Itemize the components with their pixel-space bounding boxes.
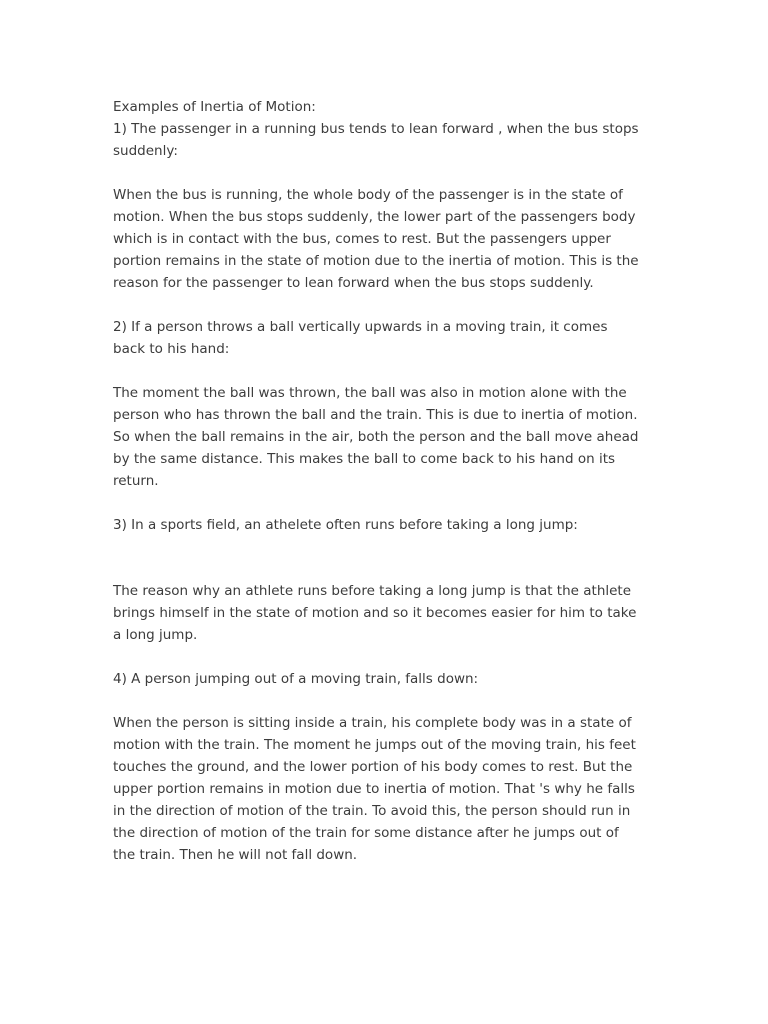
example-3-heading: 3) In a sports field, an athelete often runs before taking a long jump:	[113, 517, 578, 533]
example-1-heading: 1) The passenger in a running bus tends to lean forward , when the bus stops suddenly:	[113, 121, 639, 159]
example-2-heading: 2) If a person throws a ball vertically upwards in a moving train, it comes back to his hand:	[113, 319, 608, 357]
example-4-heading: 4) A person jumping out of a moving train, falls down:	[113, 671, 479, 687]
document-title: Examples of Inertia of Motion:	[113, 99, 316, 115]
document-page	[113, 96, 643, 866]
example-2-body: The moment the ball was thrown, the ball was also in motion alone with the person who has thrown the ball and the train. This is due to inertia of motion. So when the ball remains in the air, both the person and the ball move ahead by the same distance. This makes the ball to come back to his hand on its return.	[113, 385, 639, 489]
example-3-body: The reason why an athlete runs before taking a long jump is that the athlete brings himself in the state of motion and so it becomes easier for him to take a long jump.	[113, 583, 637, 643]
example-4-body: When the person is sitting inside a train, his complete body was in a state of motion with the train. The moment he jumps out of the moving train, his feet touches the ground, and the lower portion of his body comes to rest. But the upper portion remains in motion due to inertia of motion. That 's why he falls in the direction of motion of the train. To avoid this, the person should run in the direction of motion of the train for some distance after he jumps out of the train. Then he will not fall down.	[113, 715, 636, 863]
example-1-body: When the bus is running, the whole body of the passenger is in the state of motion. When the bus stops suddenly, the lower part of the passengers body which is in contact with the bus, comes to rest. But the passengers upper portion remains in the state of motion due to the inertia of motion. This is the reason for the passenger to lean forward when the bus stops suddenly.	[113, 187, 639, 291]
